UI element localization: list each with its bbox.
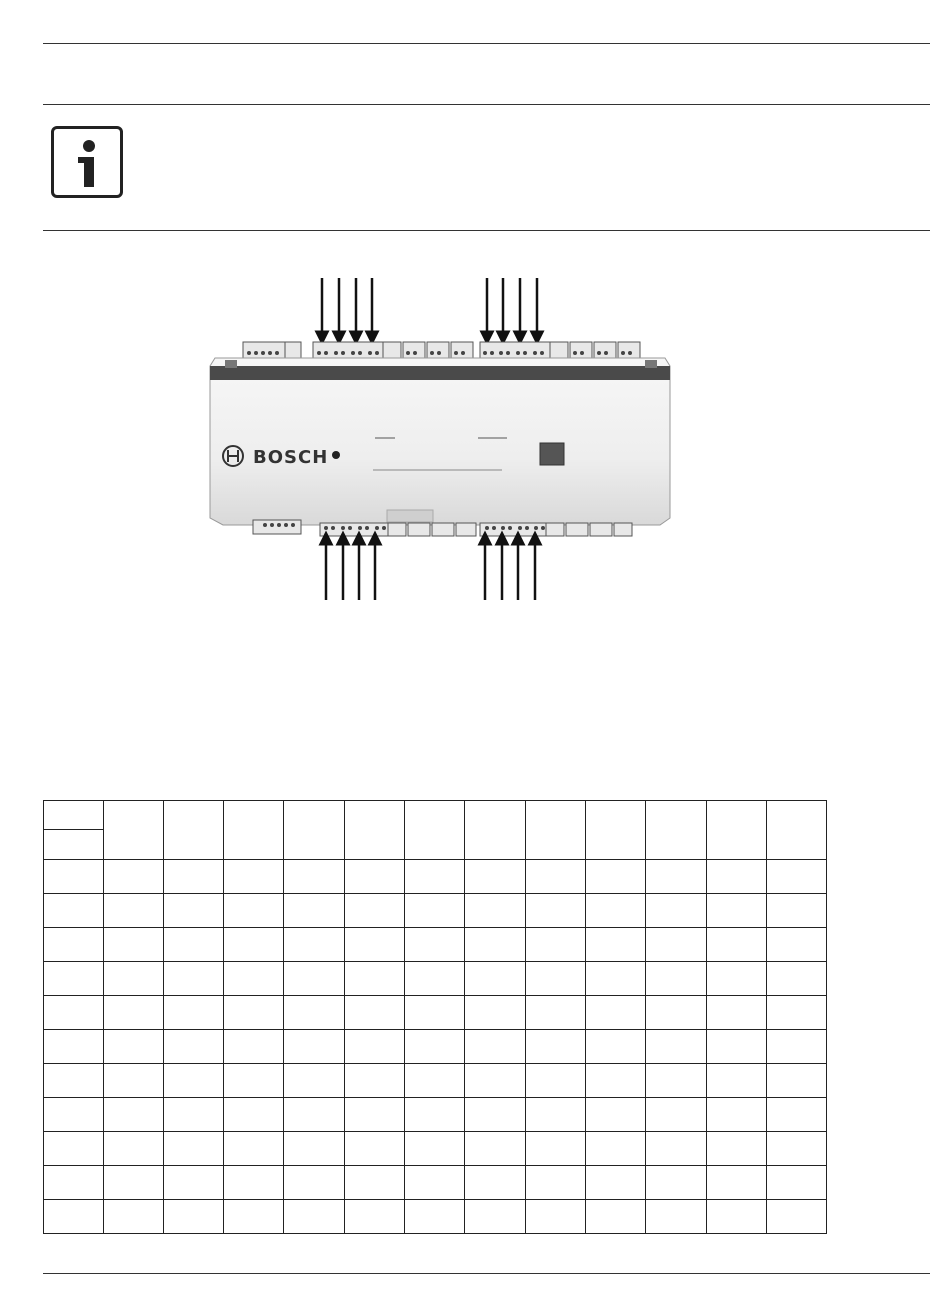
wiring-table xyxy=(43,800,827,1234)
table-cell xyxy=(405,1098,465,1132)
table-cell xyxy=(284,996,345,1030)
table-cell xyxy=(707,1064,767,1098)
table-cell xyxy=(767,1166,827,1200)
table-cell xyxy=(284,928,345,962)
table-row xyxy=(44,928,827,962)
note-top-rule xyxy=(43,104,930,105)
table-cell xyxy=(586,1132,646,1166)
table-cell xyxy=(284,894,345,928)
table-cell xyxy=(405,1132,465,1166)
table-cell xyxy=(104,928,164,962)
table-header-cell xyxy=(224,801,284,860)
table-cell xyxy=(164,928,224,962)
table-cell xyxy=(284,1166,345,1200)
table-row xyxy=(44,1064,827,1098)
table-cell xyxy=(44,1166,104,1200)
table-header-cell xyxy=(646,801,707,860)
table-cell xyxy=(44,1132,104,1166)
table-cell xyxy=(224,996,284,1030)
table-cell xyxy=(284,1098,345,1132)
table-row xyxy=(44,894,827,928)
table-cell xyxy=(465,1132,526,1166)
table-cell xyxy=(104,1098,164,1132)
table-cell xyxy=(646,1098,707,1132)
controller-device-figure xyxy=(205,270,685,605)
table-cell xyxy=(405,1030,465,1064)
table-cell xyxy=(164,860,224,894)
table-cell xyxy=(646,928,707,962)
table-cell xyxy=(465,860,526,894)
table-cell xyxy=(586,1166,646,1200)
table-cell xyxy=(284,1064,345,1098)
table-cell xyxy=(465,894,526,928)
table-cell xyxy=(345,894,405,928)
table-cell xyxy=(284,962,345,996)
table-cell xyxy=(164,1166,224,1200)
tamper-switch xyxy=(540,443,564,465)
table-header-cell xyxy=(405,801,465,860)
table-cell xyxy=(526,1200,586,1234)
table-cell xyxy=(345,1098,405,1132)
table-cell xyxy=(526,1098,586,1132)
table-cell xyxy=(345,1030,405,1064)
table-cell xyxy=(405,1200,465,1234)
table-cell xyxy=(646,1166,707,1200)
table-cell xyxy=(465,1098,526,1132)
table-cell xyxy=(767,1030,827,1064)
table-header-cell xyxy=(44,801,104,830)
table-cell xyxy=(224,1132,284,1166)
table-cell xyxy=(586,928,646,962)
table-header-cell xyxy=(526,801,586,860)
table-cell xyxy=(224,1098,284,1132)
table-cell xyxy=(526,962,586,996)
table-cell xyxy=(345,860,405,894)
table-cell xyxy=(767,860,827,894)
table-row xyxy=(44,962,827,996)
table-cell xyxy=(104,860,164,894)
table-header-cell xyxy=(465,801,526,860)
table-row xyxy=(44,1132,827,1166)
table-cell xyxy=(767,894,827,928)
table-cell xyxy=(44,894,104,928)
table-cell xyxy=(586,996,646,1030)
table-cell xyxy=(767,996,827,1030)
bottom-arrows-left xyxy=(326,538,375,600)
table-cell xyxy=(646,1200,707,1234)
table-cell xyxy=(707,1098,767,1132)
header-rule xyxy=(43,43,930,44)
brand-logo-text: BOSCH xyxy=(253,447,329,468)
table-cell xyxy=(707,996,767,1030)
table-cell xyxy=(586,894,646,928)
note-bottom-rule xyxy=(43,230,930,231)
table-cell xyxy=(224,1064,284,1098)
table-header-cell xyxy=(345,801,405,860)
table-cell xyxy=(164,962,224,996)
table-header-cell xyxy=(164,801,224,860)
table-cell xyxy=(646,1030,707,1064)
table-cell xyxy=(707,1132,767,1166)
table-header-cell xyxy=(586,801,646,860)
table-cell xyxy=(526,1030,586,1064)
table-cell xyxy=(646,996,707,1030)
table-cell xyxy=(707,1166,767,1200)
table-cell xyxy=(707,1030,767,1064)
top-arrows-right xyxy=(487,278,537,338)
table-cell xyxy=(586,1098,646,1132)
table-cell xyxy=(164,1098,224,1132)
table-cell xyxy=(345,996,405,1030)
table-cell xyxy=(44,928,104,962)
table-cell xyxy=(707,962,767,996)
table-row xyxy=(44,1200,827,1234)
table-cell xyxy=(707,928,767,962)
top-terminal-blocks xyxy=(243,342,640,358)
table-cell xyxy=(104,1166,164,1200)
table-cell xyxy=(44,1200,104,1234)
table-cell xyxy=(767,1200,827,1234)
table-cell xyxy=(405,928,465,962)
table-cell xyxy=(284,860,345,894)
table-cell xyxy=(405,1166,465,1200)
table-cell xyxy=(767,1064,827,1098)
table-cell xyxy=(465,962,526,996)
table-cell xyxy=(465,1200,526,1234)
table-cell xyxy=(44,1064,104,1098)
table-cell xyxy=(707,894,767,928)
table-cell xyxy=(465,928,526,962)
table-cell xyxy=(284,1200,345,1234)
table-cell xyxy=(345,1200,405,1234)
table-cell xyxy=(526,1166,586,1200)
table-cell xyxy=(465,1064,526,1098)
table-cell xyxy=(646,1132,707,1166)
table-cell xyxy=(224,962,284,996)
table-row xyxy=(44,860,827,894)
top-terminal-screws xyxy=(247,351,632,355)
table-cell xyxy=(104,894,164,928)
table-cell xyxy=(104,1132,164,1166)
table-cell xyxy=(104,962,164,996)
table-cell xyxy=(224,1200,284,1234)
table-cell xyxy=(707,860,767,894)
table-cell xyxy=(345,1132,405,1166)
table-header-cell xyxy=(44,830,104,860)
table-cell xyxy=(164,894,224,928)
table-cell xyxy=(164,1064,224,1098)
table-cell xyxy=(405,860,465,894)
status-led xyxy=(332,451,340,459)
top-arrows-left xyxy=(322,278,372,338)
bottom-arrows-right xyxy=(485,538,535,600)
table-cell xyxy=(224,860,284,894)
table-cell xyxy=(224,928,284,962)
table-cell xyxy=(465,1030,526,1064)
table-cell xyxy=(646,1064,707,1098)
table-cell xyxy=(526,860,586,894)
table-cell xyxy=(465,1166,526,1200)
table-cell xyxy=(646,962,707,996)
table-cell xyxy=(405,894,465,928)
table-cell xyxy=(164,1132,224,1166)
table-cell xyxy=(345,962,405,996)
table-cell xyxy=(405,1064,465,1098)
table-header-row xyxy=(44,801,827,830)
table-cell xyxy=(586,1030,646,1064)
table-cell xyxy=(44,962,104,996)
table-cell xyxy=(104,1200,164,1234)
table-cell xyxy=(164,1030,224,1064)
table-cell xyxy=(646,860,707,894)
table-cell xyxy=(104,996,164,1030)
table-cell xyxy=(767,962,827,996)
table-row xyxy=(44,1030,827,1064)
table-cell xyxy=(526,1064,586,1098)
table-cell xyxy=(405,962,465,996)
table-header-cell xyxy=(767,801,827,860)
table-cell xyxy=(586,860,646,894)
table-cell xyxy=(104,1030,164,1064)
table-cell xyxy=(164,1200,224,1234)
table-cell xyxy=(284,1030,345,1064)
table-cell xyxy=(465,996,526,1030)
table-cell xyxy=(767,1098,827,1132)
table-row xyxy=(44,996,827,1030)
table-cell xyxy=(224,1166,284,1200)
table-cell xyxy=(345,928,405,962)
table-cell xyxy=(526,894,586,928)
table-cell xyxy=(707,1200,767,1234)
table-cell xyxy=(345,1166,405,1200)
table-cell xyxy=(526,1132,586,1166)
table-cell xyxy=(345,1064,405,1098)
table-row xyxy=(44,1098,827,1132)
info-icon xyxy=(51,126,123,198)
table-cell xyxy=(767,1132,827,1166)
table-cell xyxy=(44,1030,104,1064)
table-cell xyxy=(405,996,465,1030)
table-cell xyxy=(586,1064,646,1098)
table-header-cell xyxy=(284,801,345,860)
table-header-cell xyxy=(104,801,164,860)
table-cell xyxy=(224,1030,284,1064)
table-cell xyxy=(44,860,104,894)
table-cell xyxy=(224,894,284,928)
table-cell xyxy=(104,1064,164,1098)
table-cell xyxy=(586,962,646,996)
table-cell xyxy=(646,894,707,928)
table-cell xyxy=(164,996,224,1030)
table-cell xyxy=(586,1200,646,1234)
table-cell xyxy=(526,928,586,962)
table-cell xyxy=(284,1132,345,1166)
table-row xyxy=(44,1166,827,1200)
table-cell xyxy=(526,996,586,1030)
table-header-cell xyxy=(707,801,767,860)
table-cell xyxy=(767,928,827,962)
table-cell xyxy=(44,996,104,1030)
table-cell xyxy=(44,1098,104,1132)
footer-rule xyxy=(43,1273,930,1274)
